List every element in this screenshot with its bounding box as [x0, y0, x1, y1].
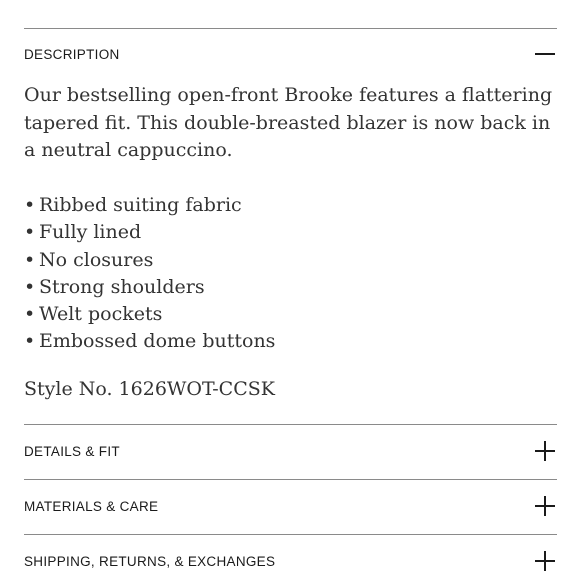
- plus-icon[interactable]: [535, 551, 555, 571]
- bullet-icon: •: [24, 194, 36, 216]
- feature-text: No closures: [39, 248, 154, 271]
- bullet-icon: •: [24, 221, 36, 244]
- bullet-icon: •: [24, 330, 36, 353]
- minus-icon[interactable]: [535, 44, 555, 64]
- bullet-icon: •: [24, 275, 36, 298]
- description-header[interactable]: [24, 39, 557, 69]
- description-body: [24, 82, 559, 165]
- divider: [24, 28, 557, 29]
- plus-icon[interactable]: [535, 441, 555, 461]
- divider: [24, 424, 557, 425]
- divider: [24, 534, 557, 535]
- feature-text: Ribbed suiting fabric: [39, 194, 242, 216]
- style-number: Style No. 1626WOT-CCSK: [24, 378, 275, 400]
- materials-care-title: MATERIALS & CARE: [24, 498, 159, 514]
- bullet-icon: •: [24, 248, 36, 271]
- bullet-icon: •: [24, 303, 36, 326]
- divider: [24, 479, 557, 480]
- details-fit-header[interactable]: [24, 436, 557, 466]
- list-item: [24, 219, 275, 246]
- description-paragraph: Our bestselling open-front Brooke features a flattering tapered fit. This double-breasted blazer is now back in a neutral cappuccino.: [24, 84, 553, 161]
- plus-icon[interactable]: [535, 496, 555, 516]
- shipping-returns-title: SHIPPING, RETURNS, & EXCHANGES: [24, 553, 276, 569]
- description-title: DESCRIPTION: [24, 46, 120, 62]
- feature-text: Fully lined: [39, 221, 142, 244]
- feature-text: Embossed dome buttons: [39, 330, 276, 353]
- feature-text: Strong shoulders: [39, 275, 205, 298]
- shipping-returns-header[interactable]: [24, 546, 557, 576]
- list-item: [24, 192, 275, 219]
- feature-list: [24, 192, 275, 356]
- list-item: [24, 328, 275, 355]
- details-fit-title: DETAILS & FIT: [24, 443, 120, 459]
- materials-care-header[interactable]: [24, 491, 557, 521]
- list-item: [24, 247, 275, 274]
- list-item: [24, 301, 275, 328]
- feature-text: Welt pockets: [39, 303, 163, 326]
- list-item: [24, 274, 275, 301]
